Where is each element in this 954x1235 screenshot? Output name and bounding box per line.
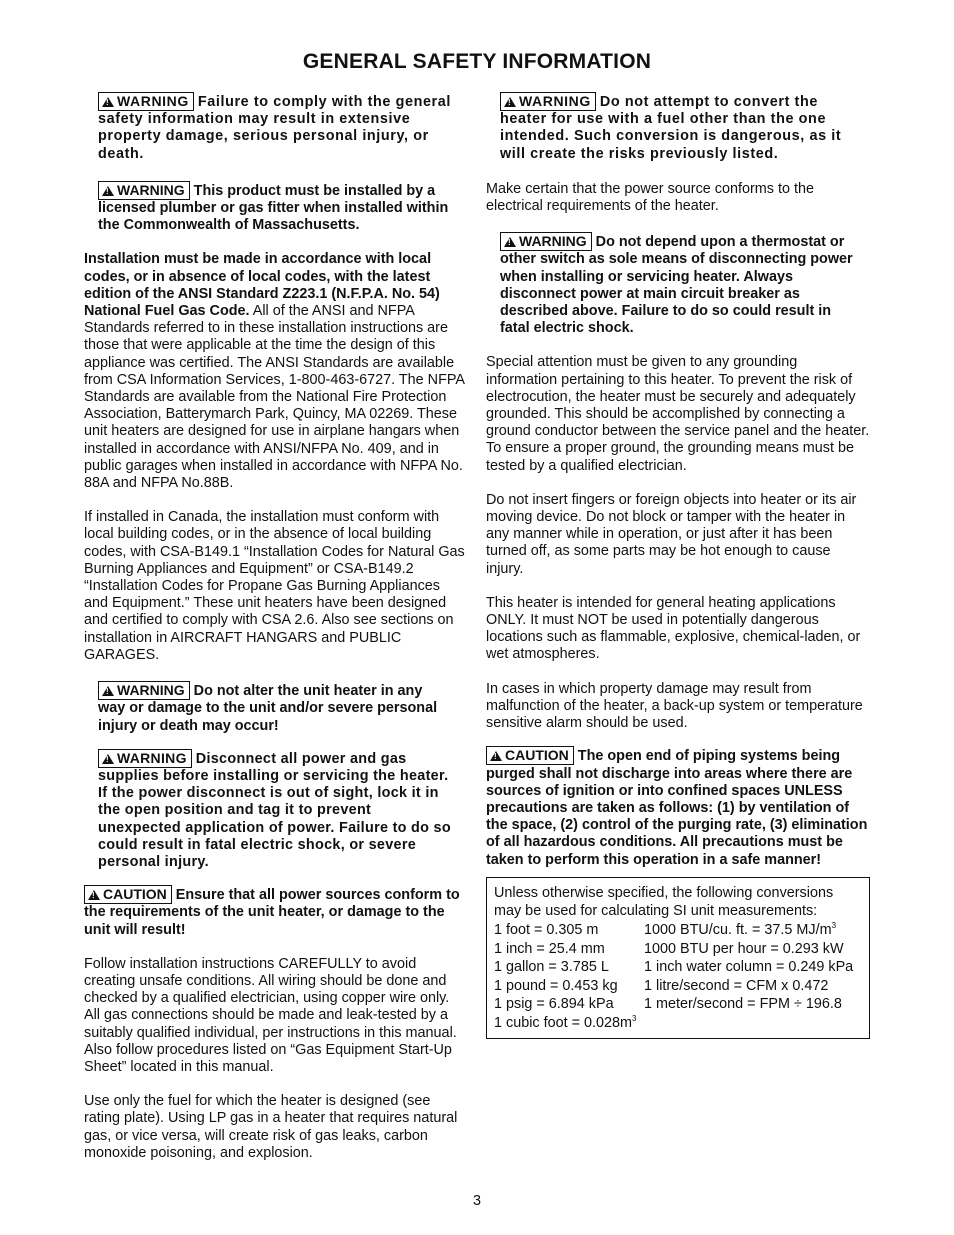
warning-badge: !WARNING	[98, 749, 192, 768]
warning-badge: !WARNING	[98, 181, 190, 200]
conversion-box	[486, 877, 870, 1040]
warning-notice: !WARNING Do not alter the unit heater in any way or damage to the unit and/or severe personal injury or death may occur!	[98, 681, 453, 735]
warning-triangle-icon	[102, 186, 114, 196]
grounding-paragraph: Special attention must be given to any grounding information pertaining to this heater. To prevent the risk of electrocution, the heater must be securely and adequately grounded. This should be accomplished by connecting a ground conductor between the service panel and the heater. To ensure a proper ground, the grounding means must be tested by a qualified electrician.	[486, 354, 870, 474]
instructions-paragraph: Follow installation instructions CAREFULLY to avoid creating unsafe conditions. All wiring should be done and checked by a qualified electrician, using copper wire only. All gas connections should be made and leak-tested by a suitably qualified individual, per instructions in this manual. Also follow procedures listed on “Gas Equipment Start-Up Sheet” located in this manual.	[84, 955, 457, 1075]
fuel-paragraph: Use only the fuel for which the heater is designed (see rating plate). Using LP gas in a heater that requires natural gas, or vice versa, will create risk of gas leaks, carbon monoxide poisoning, and explosion.	[84, 1093, 458, 1161]
warning-badge: !WARNING	[500, 232, 592, 251]
warning-triangle-icon	[102, 754, 114, 764]
warning-notice: !WARNING Failure to comply with the general safety information may result in extensive property damage, serious personal injury, or death.	[98, 92, 453, 163]
warning-triangle-icon	[102, 97, 114, 107]
caution-notice: !CAUTION The open end of piping systems being purged shall not discharge into areas where there are sources of ignition or into confined spaces UNLESS precautions are taken as follows: (1) by ventilation of the space, (2) control of the purging rate, (3) elimination of all hazardous conditions. All precautions must be taken to perform this operation in a safe manner!	[486, 746, 870, 868]
conversion-row: 1 foot = 0.305 m 1000 BTU/cu. ft. = 37.5 $MJ/m^3$	[494, 921, 837, 938]
left-column	[84, 92, 467, 1162]
caution-badge: !CAUTION	[486, 746, 574, 765]
warning-badge: !WARNING	[500, 92, 596, 111]
conversion-row: 1 pound = 0.453 kg 1 litre/second = CFM x 0.472	[494, 977, 829, 994]
conversion-row: 1 gallon = 3.785 L 1 inch water column = 0.249 kPa	[494, 959, 854, 976]
warning-notice: !WARNING Do not attempt to convert the heater for use with a fuel other than the one intended. Such conversion is dangerous, as it will create the risks previously listed.	[500, 92, 856, 163]
backup-paragraph: In cases in which property damage may result from malfunction of the heater, a back-up system or temperature sensitive alarm should be used.	[486, 680, 863, 732]
conversion-row: 1 inch = 25.4 mm 1000 BTU per hour = 0.293 kW	[494, 940, 844, 957]
installation-paragraph: Installation must be made in accordance with local codes, or in absence of local codes, with the latest edition of the ANSI Standard Z223.1 (N.F.P.A. No. 54) National Fuel Gas Code. All of the ANSI and NFPA Standards referred to in these installation instructions are those that were applicable at the time the design of this appliance was certified. The ANSI Standards are available from CSA Information Services, 1-800-463-6727. The NFPA Standards are available from the National Fire Protection Association, Batterymarch Park, Quincy, MA 02269. These unit heaters are designed for use in airplane hangars when installed in accordance with ANSI/NFPA No. 409, and in public garages when installed in accordance with NFPA No. 88A and NFPA No.88B.	[84, 251, 465, 492]
warning-triangle-icon	[504, 237, 516, 247]
warning-notice: !WARNING Disconnect all power and gas supplies before installing or servicing the heater. If the power disconnect is out of sight, lock it in the open position and tag it to prevent unexpected application of power. Failure to do so could result in fatal electric shock, or severe personal injury.	[98, 749, 453, 871]
warning-triangle-icon	[102, 686, 114, 696]
usage-paragraph: This heater is intended for general heating applications ONLY. It must NOT be used in potentially dangerous locations such as flammable, explosive, chemical-laden, or wet atmospheres.	[486, 594, 861, 663]
warning-badge: !WARNING	[98, 92, 194, 111]
caution-notice: !CAUTION Ensure that all power sources conform to the requirements of the unit heater, or damage to the unit will result!	[84, 885, 467, 939]
caution-triangle-icon	[88, 890, 100, 900]
conversion-row: 1 psig = 6.894 kPa 1 meter/second = FPM ÷ 196.8	[494, 996, 842, 1013]
caution-badge: !CAUTION	[84, 885, 172, 904]
warning-triangle-icon	[504, 97, 516, 107]
conversion-intro: Unless otherwise specified, the following conversions may be used for calculating SI unit measurements:	[494, 884, 834, 920]
right-column	[486, 92, 870, 1039]
power-source-paragraph: Make certain that the power source conforms to the electrical requirements of the heater.	[486, 180, 814, 215]
canada-paragraph: If installed in Canada, the installation must conform with local building codes, or in the absence of local building codes, with CSA-B149.1 “Installation Codes for Natural Gas Burning Appliances and Equipment” or CSA-B149.2 “Installation Codes for Propane Gas Burning Appliances and Equipment.” These unit heaters have been designed and certified to comply with CSA 2.6. Also see sections on installation in AIRCRAFT HANGARS and PUBLIC GARAGES.	[84, 509, 465, 663]
conversion-row: 1 cubic foot = $0.028m^3$	[494, 1014, 637, 1031]
fingers-paragraph: Do not insert fingers or foreign objects into heater or its air moving device. Do not block or tamper with the heater in any manner while in operation, or just after it has been turned off, as some parts may be hot enough to cause injury.	[486, 491, 857, 577]
warning-notice: !WARNING This product must be installed by a licensed plumber or gas fitter when installed within the Commonwealth of Massachusetts.	[98, 181, 453, 235]
caution-triangle-icon	[490, 751, 502, 761]
page-title: GENERAL SAFETY INFORMATION	[302, 50, 652, 73]
warning-notice: !WARNING Do not depend upon a thermostat or other switch as sole means of disconnecting power when installing or servicing heater. Always disconnect power at main circuit breaker as described above. Failure to do so could result in fatal electric shock.	[500, 232, 856, 337]
page-number: 3	[472, 1193, 481, 1209]
warning-badge: !WARNING	[98, 681, 190, 700]
